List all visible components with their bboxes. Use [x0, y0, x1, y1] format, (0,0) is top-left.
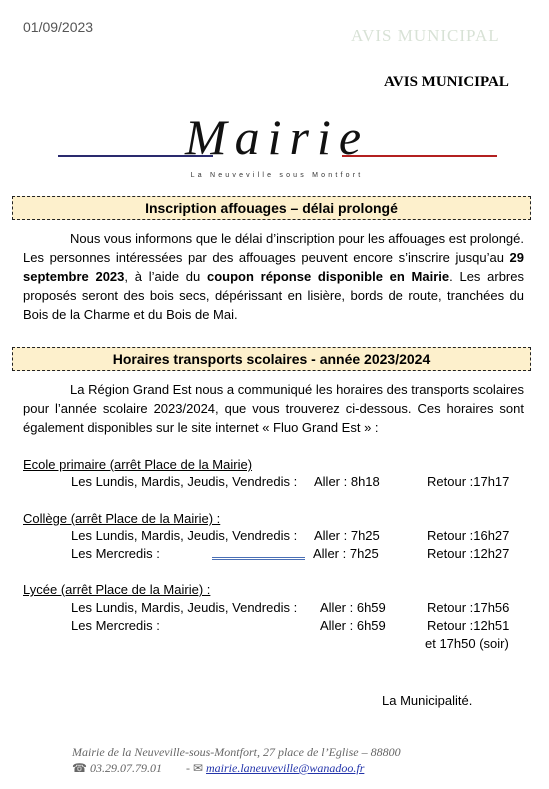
avis-title: AVIS MUNICIPAL: [384, 74, 509, 90]
lycee-title: Lycée (arrêt Place de la Mairie) :: [23, 582, 211, 597]
footer-separator: -: [185, 761, 190, 775]
affouages-coupon: coupon réponse disponible en Mairie: [206, 269, 450, 284]
footer-email-link[interactable]: mairie.laneuveville@wanadoo.fr: [206, 761, 365, 775]
lycee-row2-retour: Retour :12h51: [427, 618, 510, 633]
ecole-title: Ecole primaire (arrêt Place de la Mairie): [23, 457, 253, 472]
affouages-paragraph: [23, 229, 524, 324]
signature: La Municipalité.: [382, 693, 473, 708]
affouages-text-2: , à l’aide du: [124, 269, 207, 284]
logo-word: Mairie: [184, 109, 370, 165]
affouages-text-3: . Les arbres proposés seront des bois secs, dépérissant en lisière, bords de route, tranchées du Bois de la Charme et du Bois de Mai.: [23, 269, 524, 322]
footer-contact: [72, 761, 364, 776]
affouages-banner: [12, 196, 531, 220]
lycee-row1-aller: Aller : 6h59: [320, 600, 386, 615]
lycee-row1-retour: Retour :17h56: [427, 600, 510, 615]
affouages-deadline: 29 septembre 2023: [23, 250, 524, 284]
college-row2-retour: Retour :12h27: [427, 546, 510, 561]
footer-address: Mairie de la Neuveville-sous-Montfort, 27 place de l’Eglise – 88800: [72, 745, 401, 759]
affouages-heading: Inscription affouages – délai prolongé: [145, 200, 398, 216]
college-row2-aller: Aller : 7h25: [313, 546, 379, 561]
logo-subtitle: La Neuveville sous Montfort: [190, 172, 364, 179]
college-row1-retour: Retour :16h27: [427, 528, 510, 543]
lycee-row2-days: Les Mercredis :: [71, 618, 160, 633]
notice-date: 01/09/2023: [23, 19, 94, 35]
ecole-row1-days: Les Lundis, Mardis, Jeudis, Vendredis :: [71, 474, 298, 489]
college-row2-divider: [212, 557, 305, 560]
lycee-row3-retour: et 17h50 (soir): [425, 636, 509, 651]
avis-watermark: AVIS MUNICIPAL: [351, 26, 500, 45]
email-icon: ✉: [192, 761, 204, 775]
mairie-logo: [55, 96, 500, 182]
transports-banner: [12, 347, 531, 371]
footer-phone: 03.29.07.79.01: [89, 761, 162, 775]
transports-paragraph: [23, 380, 524, 437]
college-row1-aller: Aller : 7h25: [314, 528, 380, 543]
lycee-row1-days: Les Lundis, Mardis, Jeudis, Vendredis :: [71, 600, 298, 615]
ecole-row1-aller: Aller : 8h18: [314, 474, 380, 489]
affouages-text-1: Nous vous informons que le délai d’inscription pour les affouages est prolongé. Les personnes intéressées par des affouages peuvent encore s’inscrire jusqu’au: [23, 231, 524, 265]
college-title: Collège (arrêt Place de la Mairie) :: [23, 511, 221, 526]
lycee-row2-aller: Aller : 6h59: [320, 618, 386, 633]
college-row2-days: Les Mercredis :: [71, 546, 160, 561]
transports-intro: La Région Grand Est nous a communiqué les horaires des transports scolaires pour l’année scolaire 2023/2024, que vous trouverez ci-dessous. Ces horaires sont également disponibles sur le site internet « Fluo Grand Est » :: [23, 382, 524, 435]
transports-heading: Horaires transports scolaires - année 2023/2024: [112, 351, 431, 367]
phone-icon: ☎: [72, 761, 87, 775]
college-row1-days: Les Lundis, Mardis, Jeudis, Vendredis :: [71, 528, 298, 543]
ecole-row1-retour: Retour :17h17: [427, 474, 510, 489]
